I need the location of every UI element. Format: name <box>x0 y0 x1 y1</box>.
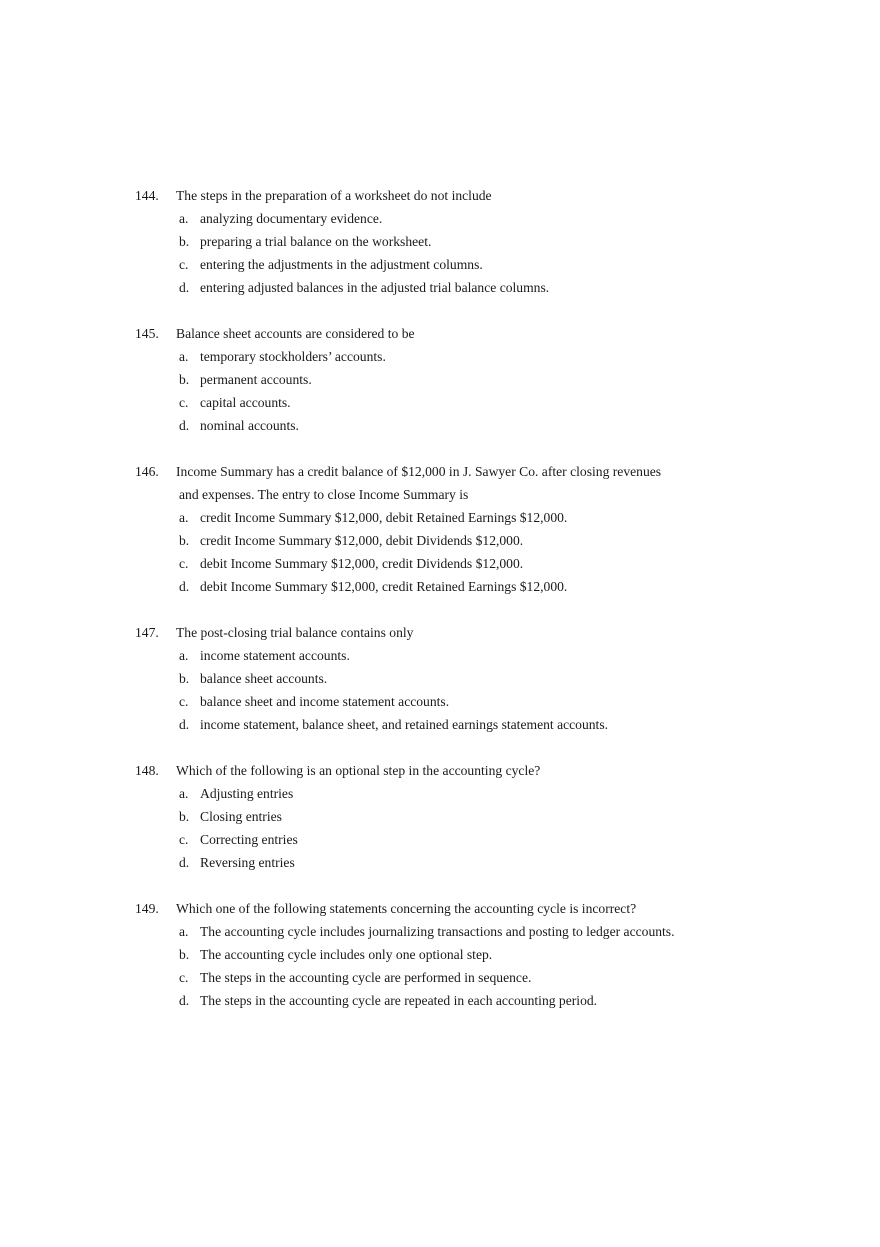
answer-option-c <box>0 253 880 276</box>
answer-option-b <box>0 943 880 966</box>
option-text: temporary stockholders’ accounts. <box>200 349 386 364</box>
option-text: income statement accounts. <box>200 648 350 663</box>
option-letter: a. <box>179 786 189 801</box>
option-letter: c. <box>179 832 189 847</box>
answer-option-a <box>0 644 880 667</box>
option-letter: c. <box>179 556 189 571</box>
question-147 <box>0 621 880 736</box>
option-text: The steps in the accounting cycle are repeated in each accounting period. <box>200 993 598 1008</box>
option-text: credit Income Summary $12,000, debit Dividends $12,000. <box>200 533 524 548</box>
question-number: 144. <box>135 188 159 203</box>
question-148 <box>0 759 880 874</box>
option-letter: b. <box>179 372 190 387</box>
question-146 <box>0 460 880 598</box>
option-text: income statement, balance sheet, and retained earnings statement accounts. <box>200 717 609 732</box>
option-text: balance sheet accounts. <box>200 671 328 686</box>
answer-option-c <box>0 391 880 414</box>
option-letter: b. <box>179 947 190 962</box>
option-letter: d. <box>179 993 190 1008</box>
question-number: 145. <box>135 326 159 341</box>
option-text: capital accounts. <box>200 395 291 410</box>
option-text: analyzing documentary evidence. <box>200 211 383 226</box>
answer-option-a <box>0 506 880 529</box>
question-144 <box>0 184 880 299</box>
option-text: credit Income Summary $12,000, debit Retained Earnings $12,000. <box>200 510 568 525</box>
question-text: Which of the following is an optional step in the accounting cycle? <box>176 763 541 778</box>
option-letter: a. <box>179 211 189 226</box>
question-text-continued: and expenses. The entry to close Income Summary is <box>179 487 469 502</box>
option-letter: d. <box>179 855 190 870</box>
option-text: permanent accounts. <box>200 372 312 387</box>
answer-option-c <box>0 552 880 575</box>
question-stem <box>0 897 880 920</box>
answer-option-d <box>0 414 880 437</box>
question-stem <box>0 184 880 207</box>
option-letter: c. <box>179 257 189 272</box>
option-text: The steps in the accounting cycle are performed in sequence. <box>200 970 532 985</box>
option-text: Reversing entries <box>200 855 295 870</box>
option-text: balance sheet and income statement accounts. <box>200 694 450 709</box>
question-number: 147. <box>135 625 159 640</box>
question-stem <box>0 759 880 782</box>
question-149 <box>0 897 880 1012</box>
option-letter: b. <box>179 809 190 824</box>
answer-option-c <box>0 690 880 713</box>
question-number: 148. <box>135 763 159 778</box>
answer-option-a <box>0 920 880 943</box>
question-number: 149. <box>135 901 159 916</box>
question-stem <box>0 322 880 345</box>
question-text: Income Summary has a credit balance of $12,000 in J. Sawyer Co. after closing revenues <box>176 464 662 479</box>
option-text: entering adjusted balances in the adjusted trial balance columns. <box>200 280 550 295</box>
option-letter: a. <box>179 924 189 939</box>
option-letter: c. <box>179 970 189 985</box>
answer-option-c <box>0 966 880 989</box>
option-letter: b. <box>179 671 190 686</box>
answer-option-a <box>0 207 880 230</box>
option-letter: c. <box>179 694 189 709</box>
document-page <box>0 184 880 1035</box>
option-text: Adjusting entries <box>200 786 294 801</box>
answer-option-d <box>0 713 880 736</box>
option-text: The accounting cycle includes only one optional step. <box>200 947 493 962</box>
option-letter: a. <box>179 349 189 364</box>
option-letter: b. <box>179 533 190 548</box>
option-letter: a. <box>179 648 189 663</box>
option-letter: d. <box>179 717 190 732</box>
answer-option-c <box>0 828 880 851</box>
answer-option-a <box>0 782 880 805</box>
option-text: Correcting entries <box>200 832 298 847</box>
option-text: debit Income Summary $12,000, credit Retained Earnings $12,000. <box>200 579 568 594</box>
question-number: 146. <box>135 464 159 479</box>
option-text: debit Income Summary $12,000, credit Dividends $12,000. <box>200 556 524 571</box>
answer-option-d <box>0 851 880 874</box>
option-letter: d. <box>179 418 190 433</box>
option-text: nominal accounts. <box>200 418 299 433</box>
answer-option-d <box>0 989 880 1012</box>
option-text: Closing entries <box>200 809 282 824</box>
question-text: The steps in the preparation of a worksheet do not include <box>176 188 492 203</box>
question-text: The post-closing trial balance contains only <box>176 625 414 640</box>
question-stem <box>0 621 880 644</box>
answer-option-b <box>0 368 880 391</box>
option-text: entering the adjustments in the adjustment columns. <box>200 257 483 272</box>
answer-option-b <box>0 805 880 828</box>
answer-option-b <box>0 529 880 552</box>
question-stem-continued <box>0 483 880 506</box>
question-145 <box>0 322 880 437</box>
option-letter: a. <box>179 510 189 525</box>
option-letter: c. <box>179 395 189 410</box>
option-text: The accounting cycle includes journalizing transactions and posting to ledger accounts. <box>200 924 675 939</box>
answer-option-d <box>0 575 880 598</box>
answer-option-b <box>0 667 880 690</box>
answer-option-b <box>0 230 880 253</box>
option-text: preparing a trial balance on the worksheet. <box>200 234 432 249</box>
option-letter: d. <box>179 280 190 295</box>
option-letter: b. <box>179 234 190 249</box>
question-text: Which one of the following statements concerning the accounting cycle is incorrect? <box>176 901 637 916</box>
option-letter: d. <box>179 579 190 594</box>
answer-option-a <box>0 345 880 368</box>
question-text: Balance sheet accounts are considered to be <box>176 326 415 341</box>
answer-option-d <box>0 276 880 299</box>
question-stem <box>0 460 880 483</box>
